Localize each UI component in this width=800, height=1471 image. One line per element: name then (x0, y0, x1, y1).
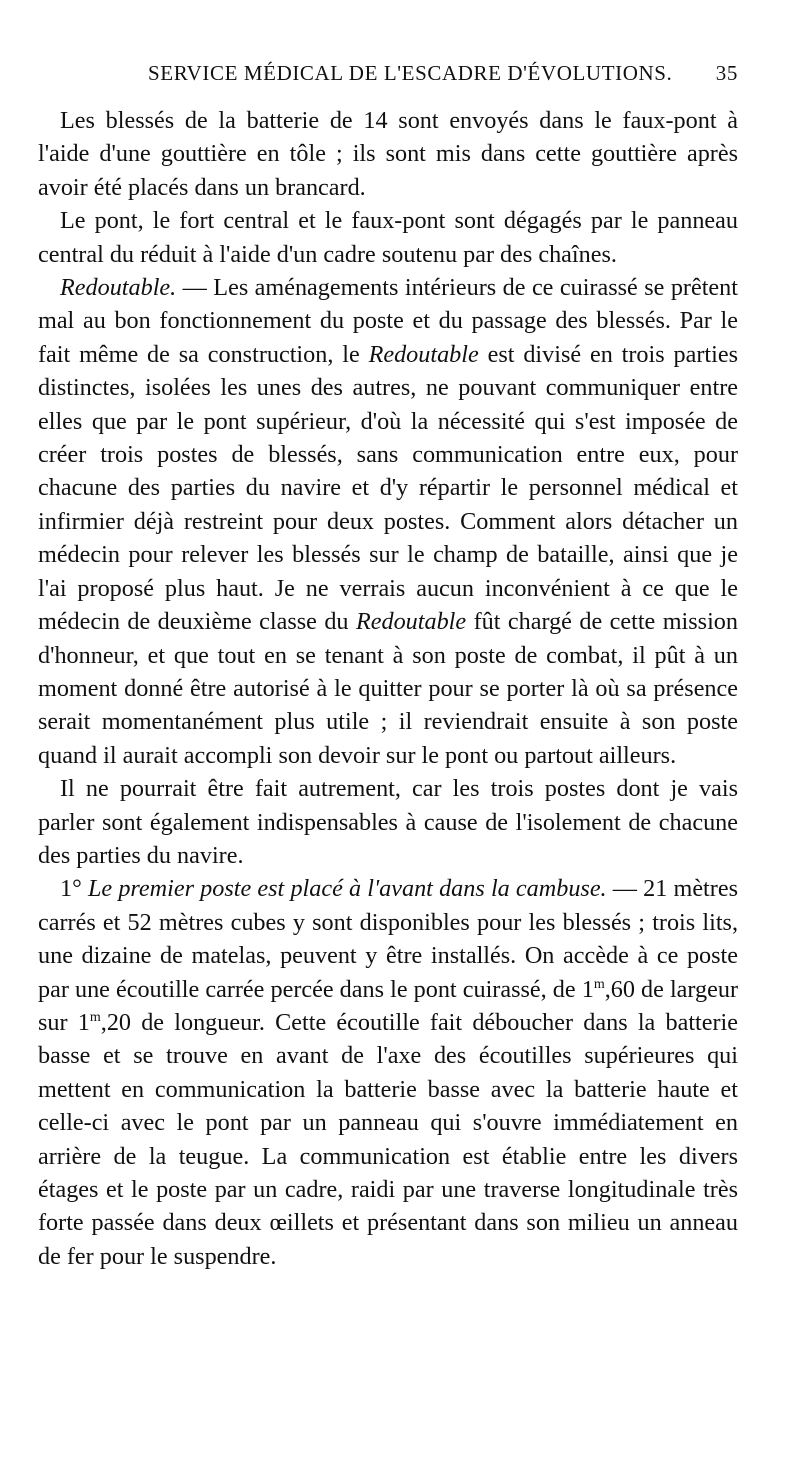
item-title: Le premier poste est placé à l'avant dans la cambuse. (81, 875, 607, 903)
premier-poste-text-c: ,20 de longueur. Cette écoutille fait déboucher dans la batterie basse et se trouve en avant de l'axe des écoutilles supérieures qui mettent en communication la batterie basse avec la batterie haute et celle-ci avec le pont par un panneau qui s'ouvre immédiatement en arrière de la teugue. La communication est établie entre les divers étages et le poste par un cadre, raidi par une traverse longitudinale très forte passée dans deux œillets et présentant dans son milieu un anneau de fer pour le suspendre. (38, 1008, 739, 1270)
running-head (38, 58, 738, 88)
paragraph-premier-poste (38, 872, 738, 1273)
paragraph-pont-fort-central: Le pont, le fort central et le faux-pont sont dégagés par le panneau central du réduit à l'aide d'un cadre soutenu par des chaînes. (38, 207, 738, 268)
redoutable-text-b: est divisé en trois parties distinctes, isolées les unes des autres, ne pouvant communiquer entre elles que par le pont supérieur, d'où la nécessité qui s'est imposée de créer trois postes de blessés, sans communication entre eux, pour chacune des parties du navire et d'y répartir le personnel médical et infirmier déjà restreint pour deux postes. Comment alors détacher un médecin pour relever les blessés sur le champ de bataille, ainsi que je l'ai proposé plus haut. Je ne verrais aucun inconvénient à ce que le médecin de deuxième classe du (38, 340, 738, 636)
ship-name-inline: Redoutable (368, 340, 479, 368)
page-number: 35 (715, 61, 738, 85)
premier-poste-text-a: — 21 mètres carrés et 52 mètres cubes y sont disponibles pour les blessés ; trois lits, une dizaine de matelas, peuvent y être installés. On accède à ce poste par une écoutille carrée percée dans le pont cuirassé, de 1 (38, 875, 738, 1003)
ship-name-heading: Redoutable. (60, 274, 177, 302)
paragraph-batterie-14: Les blessés de la batterie de 14 sont envoyés dans le faux-pont à l'aide d'une gouttière en tôle ; ils sont mis dans cette gouttière après avoir été placés dans un brancard. (38, 107, 738, 201)
ship-name-inline: Redoutable (355, 608, 467, 636)
redoutable-text-c: fût chargé de cette mission d'honneur, et que tout en se tenant à son poste de combat, il pût à un moment donné être autorisé à le quitter pour se porter là où sa présence serait momentanément plus utile ; il reviendrait ensuite à son poste quand il aurait accompli son devoir sur le pont ou partout ailleurs. (38, 608, 738, 769)
unit-superscript: m (89, 1009, 101, 1025)
paragraph-redoutable (38, 271, 738, 772)
body-text (38, 104, 738, 1273)
paragraph-trois-postes: Il ne pourrait être fait autrement, car les trois postes dont je vais parler sont également indispensables à cause de l'isolement de chacune des parties du navire. (38, 775, 738, 869)
unit-superscript: m (593, 976, 605, 992)
running-title: SERVICE MÉDICAL DE L'ESCADRE D'ÉVOLUTIONS. (148, 61, 673, 85)
book-page (38, 58, 738, 1273)
redoutable-text-a: — Les aménagements intérieurs de ce cuirassé se prêtent mal au bon fonctionnement du poste et du passage des blessés. Par le fait même de sa construction, le (38, 274, 738, 368)
item-number: 1° (60, 875, 82, 903)
premier-poste-text-b: ,60 de largeur sur 1 (38, 975, 738, 1036)
